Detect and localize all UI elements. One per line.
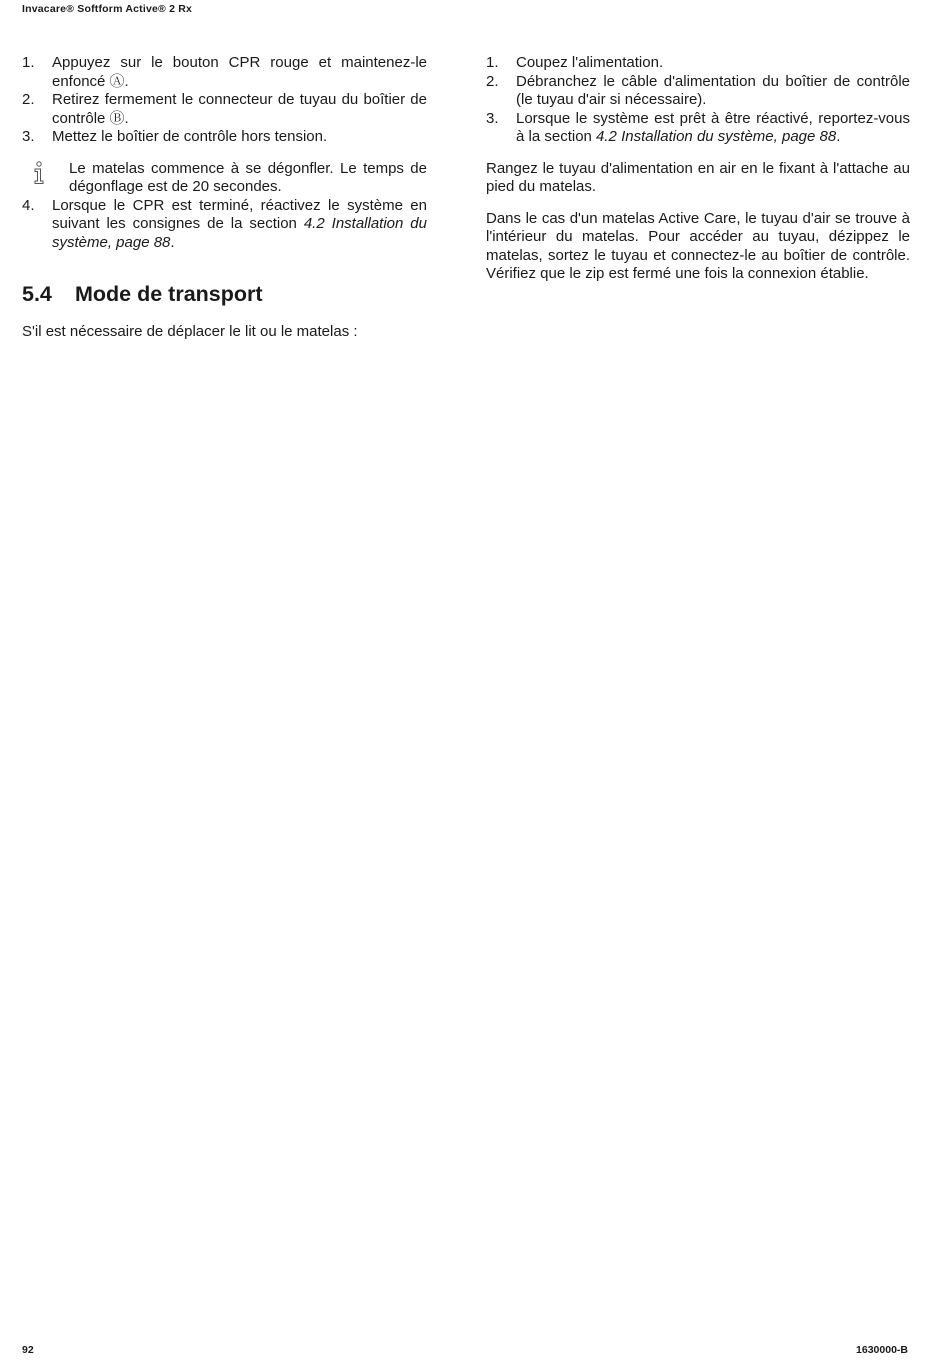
cpr-steps-list [22,54,427,147]
step-text: Mettez le boîtier de contrôle hors tension. [52,128,328,145]
step-text: Débranchez le câble d'alimentation du boîtier de contrôle (le tuyau d'air si nécessaire). [516,72,910,108]
list-item [22,128,427,147]
transport-steps-list [486,54,910,147]
step-text: Lorsque le système est prêt à être réactivé, reportez-vous à la section [516,109,910,145]
right-column [486,54,910,284]
step-text: Lorsque le CPR est terminé, réactivez le système en suivant les consignes de la section [52,196,427,232]
step-number: 4. [22,196,35,214]
list-item [486,54,910,73]
step-number: 2. [22,91,35,108]
step-text-end: . [836,128,841,145]
step-text-end: . [170,233,175,251]
paragraph: Rangez le tuyau d'alimentation en air en le fixant à l'attache au pied du matelas. [486,159,910,195]
step-number: 1. [486,54,499,71]
page-number: 92 [22,1344,34,1356]
step-text: Coupez l'alimentation. [516,54,664,71]
left-column [22,54,427,342]
note-text: Le matelas commence à se dégonfler. Le temps de dégonflage est de 20 secondes. [69,159,427,195]
cpr-step4-list [22,197,427,253]
section-reference-link[interactable]: 4.2 Installation du système, page 88 [596,128,837,145]
list-item [22,91,427,128]
step-number: 3. [486,109,499,127]
section-title: Mode de transport [75,282,263,306]
section-reference-link[interactable]: 4.2 Installation du système, page 88 [52,215,427,251]
step-text: Retirez fermement le connecteur de tuyau du boîtier de contrôle Ⓑ. [52,91,427,127]
list-item [22,197,427,253]
document-code: 1630000-B [856,1344,908,1356]
list-item [486,73,910,110]
step-number: 3. [22,128,35,145]
list-item [486,110,910,147]
section-heading [22,281,427,307]
section-intro: S'il est nécessaire de déplacer le lit ou le matelas : [22,323,358,340]
info-icon [32,161,46,185]
step-text: Appuyez sur le bouton CPR rouge et maintenez-le enfoncé Ⓐ. [52,54,427,90]
paragraph: Dans le cas d'un matelas Active Care, le tuyau d'air se trouve à l'intérieur du matelas. Pour accéder au tuyau, dézippez le matelas, sortez le tuyau et connectez-le au boîtier de contrôle. Vérifiez que le zip est fermé une fois la connexion établie. [486,209,910,282]
running-header: Invacare® Softform Active® 2 Rx [22,3,193,15]
step-number: 1. [22,54,35,71]
list-item [22,54,427,91]
info-note [22,160,427,197]
step-number: 2. [486,72,499,90]
section-number: 5.4 [22,282,52,306]
